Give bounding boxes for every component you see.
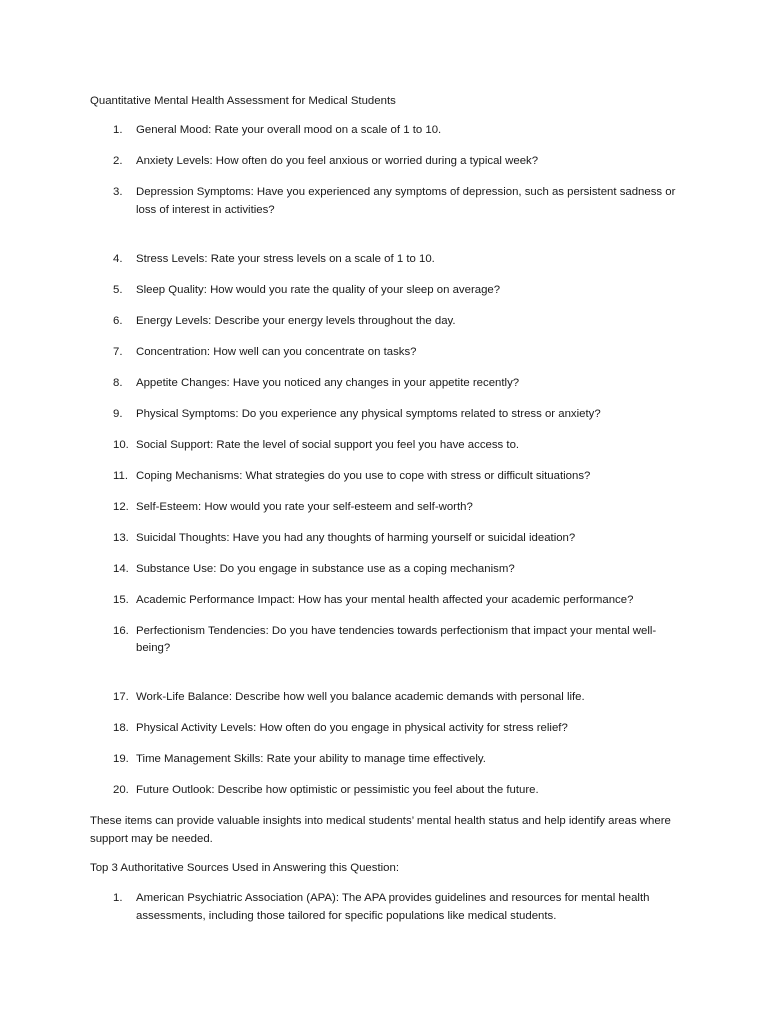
list-item-number: 10. [113,438,129,451]
list-item-number: 12. [113,500,129,513]
list-item-number: 5. [113,283,123,296]
list-item-number: 11. [113,469,128,482]
list-item-number: 2. [113,155,123,167]
list-item [0,468,768,486]
list-item-number: 1. [113,892,123,904]
list-item [0,592,768,610]
list-item [0,375,768,393]
list-item-text: Physical Activity Levels: How often do you engage in physical activity for stress relief? [136,722,568,734]
list-item-number: 6. [113,314,123,327]
list-item-text: Suicidal Thoughts: Have you had any thoughts of harming yourself or suicidal ideation? [136,531,576,544]
list-item-text: Academic Performance Impact: How has your mental health affected your academic performance? [136,593,634,606]
list-item-number: 19. [113,753,129,765]
list-item-number: 4. [113,252,123,265]
list-item [0,251,768,269]
sources-heading: Top 3 Authoritative Sources Used in Answering this Question: [90,862,399,874]
list-item-text: Self-Esteem: How would you rate your self-esteem and self-worth? [136,500,473,513]
list-item-text: Stress Levels: Rate your stress levels on a scale of 1 to 10. [136,252,435,265]
list-item-text: General Mood: Rate your overall mood on a scale of 1 to 10. [136,124,442,136]
list-item-text: Energy Levels: Describe your energy levels throughout the day. [136,314,456,327]
list-item [0,344,768,362]
list-item-text: Sleep Quality: How would you rate the quality of your sleep on average? [136,283,501,296]
list-item [0,720,768,738]
list-item [0,153,768,171]
list-item [0,530,768,548]
list-item-text: Time Management Skills: Rate your ability to manage time effectively. [136,753,486,765]
list-item-number: 14. [113,562,129,575]
list-item [0,689,768,707]
list-item-number: 1. [113,124,123,136]
questions-list [0,122,768,800]
list-item-number: 15. [113,593,129,606]
list-item-number: 18. [113,722,129,734]
list-item-number: 20. [113,784,129,796]
list-item-text: American Psychiatric Association (APA): The APA provides guidelines and resources for mental health assessments, including those tailored for specific populations like medical students. [136,892,650,922]
list-item-number: 3. [113,186,123,198]
list-item-text: Depression Symptoms: Have you experienced any symptoms of depression, such as persistent sadness or loss of interest in activities? [136,186,676,216]
list-item [0,282,768,300]
list-item [0,437,768,455]
summary-paragraph: These items can provide valuable insights into medical students’ mental health status and help identify areas where support may be needed. [90,815,671,845]
list-item [0,623,768,658]
list-item [0,313,768,331]
list-item-number: 7. [113,345,123,358]
list-item-text: Work-Life Balance: Describe how well you balance academic demands with personal life. [136,691,585,703]
list-item-text: Social Support: Rate the level of social support you feel you have access to. [136,438,520,451]
list-item-number: 13. [113,531,129,544]
list-item [0,184,768,219]
list-item-text: Future Outlook: Describe how optimistic or pessimistic you feel about the future. [136,784,539,796]
list-item-text: Perfectionism Tendencies: Do you have tendencies towards perfectionism that impact your mental well-being? [136,624,657,654]
list-item-number: 8. [113,376,123,389]
list-item-text: Concentration: How well can you concentrate on tasks? [136,345,417,358]
list-item [0,751,768,769]
list-item [0,122,768,140]
list-item-number: 9. [113,407,123,420]
list-item [0,499,768,517]
list-item-number: 17. [113,691,129,703]
list-item [0,561,768,579]
list-item [0,782,768,800]
list-item-text: Physical Symptoms: Do you experience any physical symptoms related to stress or anxiety? [136,407,601,420]
list-item [0,890,768,925]
list-item-number: 16. [113,624,129,637]
list-item-text: Coping Mechanisms: What strategies do you use to cope with stress or difficult situations? [136,469,591,482]
list-item [0,406,768,424]
document-title: Quantitative Mental Health Assessment for Medical Students [90,95,396,107]
list-item-text: Anxiety Levels: How often do you feel anxious or worried during a typical week? [136,155,539,167]
list-item-text: Substance Use: Do you engage in substance use as a coping mechanism? [136,562,515,575]
list-item-text: Appetite Changes: Have you noticed any changes in your appetite recently? [136,376,520,389]
sources-list [0,890,768,925]
